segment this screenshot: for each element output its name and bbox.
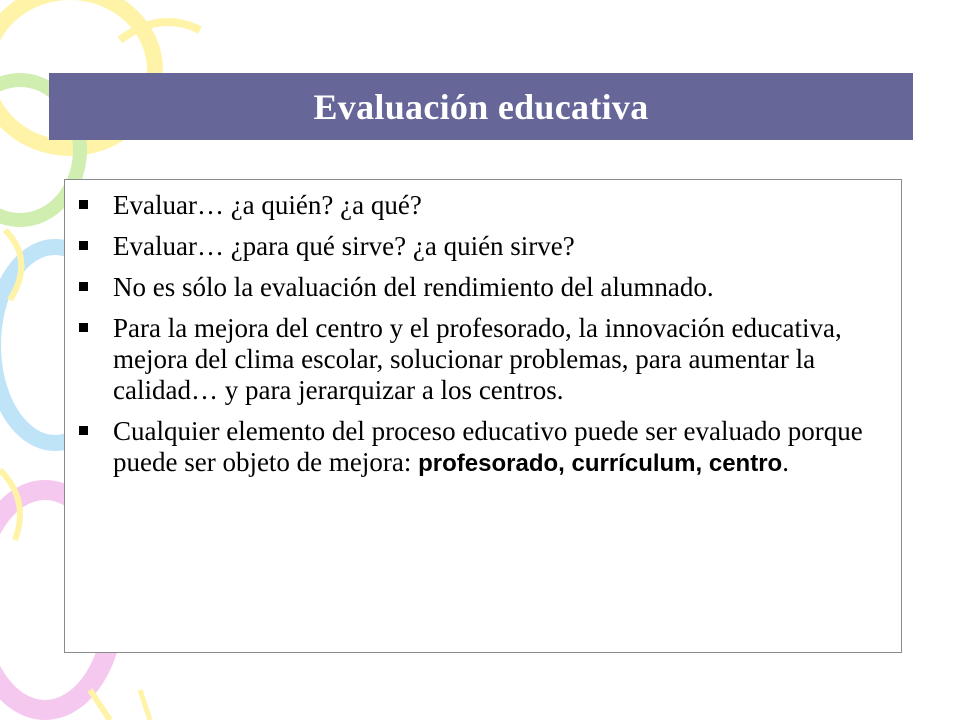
bullet-text: Evaluar… ¿a quién? ¿a qué? [113,190,422,220]
bullet-item [113,231,881,262]
bullet-text: No es sólo la evaluación del rendimiento del alumnado. [113,272,714,302]
slide-title: Evaluación educativa [313,86,649,127]
title-bar [49,73,913,140]
square-bullet-icon [79,241,88,250]
bullet-suffix: . [782,447,789,477]
bullet-text: Cualquier elemento del proceso educativo puede ser evaluado porque puede ser objeto de mejora: [113,416,863,477]
square-bullet-icon [79,426,88,435]
bullet-item [113,313,881,406]
square-bullet-icon [79,282,88,291]
bullet-emphasis: profesorado, currículum, centro [418,450,783,477]
bullet-item [113,272,881,303]
content-box [64,179,902,653]
bullet-item [113,416,881,479]
bullet-list [65,180,901,479]
square-bullet-icon [79,323,88,332]
square-bullet-icon [79,200,88,209]
bullet-text: Evaluar… ¿para qué sirve? ¿a quién sirve? [113,231,575,261]
bullet-item [113,190,881,221]
bullet-text: Para la mejora del centro y el profesorado, la innovación educativa, mejora del clima escolar, solucionar problemas, para aumentar la calidad… y para jerarquizar a los centros. [113,313,842,405]
